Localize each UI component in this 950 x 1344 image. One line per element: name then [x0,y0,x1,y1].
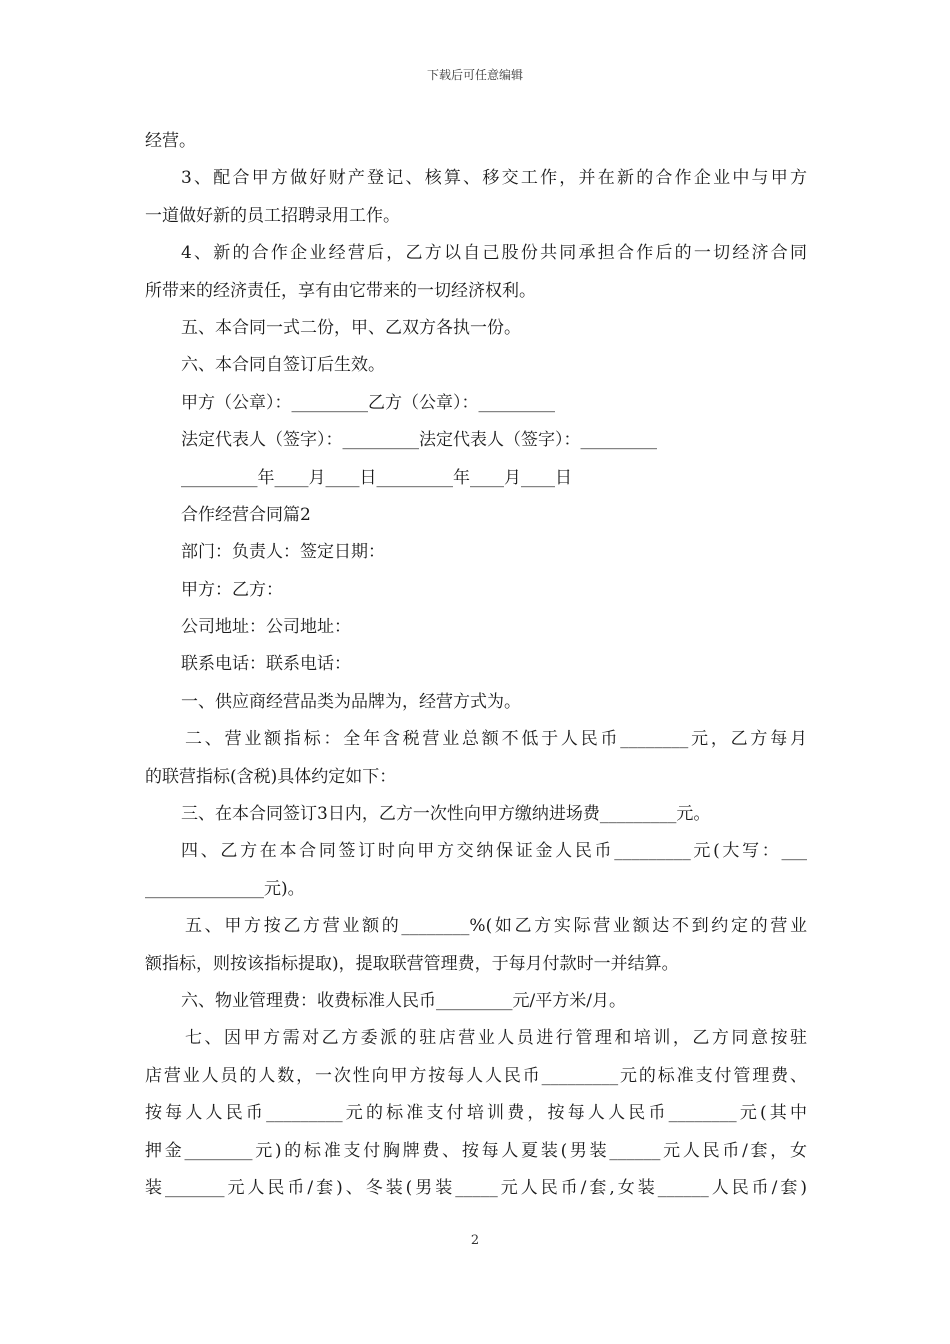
paragraph-line: 六、本合同自签订后生效。 [181,355,385,376]
page-number: 2 [470,1233,480,1248]
paragraph-line: 一道做好新的员工招聘录用工作。 [145,205,400,226]
paragraph-line: 按每人人民币_________元的标准支付培训费，按每人人民币________元(其中 [145,1103,807,1124]
section-title: 合作经营合同篇2 [181,504,311,525]
paragraph-line: 联系电话：联系电话： [181,654,351,675]
paragraph-line: 四、乙方在本合同签订时向甲方交纳保证金人民币_________元(大写：___ [181,841,807,862]
paragraph-line: 的联营指标(含税)具体约定如下： [145,766,397,787]
paragraph-line: 部门：负责人：签定日期： [181,542,385,563]
paragraph-line: 三、在本合同签订3日内，乙方一次性向甲方缴纳进场费_________元。 [181,804,711,825]
paragraph-line: ______________元)。 [145,878,305,899]
paragraph-line: 装_______元人民币/套)、冬装(男装_____元人民币/套,女装______人民币/套) [145,1177,807,1198]
paragraph-line: 4、新的合作企业经营后，乙方以自己股份共同承担合作后的一切经济合同 [181,243,807,264]
signature-line: 甲方（公章）：_________乙方（公章）：_________ [181,392,555,413]
paragraph-line: 一、供应商经营品类为品牌为，经营方式为。 [181,691,521,712]
date-line: _________年____月____日_________年____月____日 [181,467,572,488]
paragraph-line: 五、甲方按乙方营业额的________%(如乙方实际营业额达不到约定的营业 [185,916,807,937]
paragraph-line: 押金________元)的标准支付胸牌费、按每人夏装(男装______元人民币/套，女 [145,1140,807,1161]
paragraph-line: 六、物业管理费：收费标准人民币_________元/平方米/月。 [181,990,626,1011]
paragraph-line: 店营业人员的人数，一次性向甲方按每人人民币_________元的标准支付管理费、 [145,1065,807,1086]
paragraph-line: 甲方：乙方： [181,579,283,600]
document-body [145,123,807,1207]
paragraph-line: 所带来的经济责任，享有由它带来的一切经济权利。 [145,280,536,301]
paragraph-line: 经营。 [145,131,196,151]
paragraph-line: 3、配合甲方做好财产登记、核算、移交工作，并在新的合作企业中与甲方 [181,168,807,189]
page-header-note: 下载后可任意编辑 [426,68,523,82]
signature-line: 法定代表人（签字）：_________法定代表人（签字）：_________ [181,430,657,451]
paragraph-line: 五、本合同一式二份，甲、乙双方各执一份。 [181,317,521,338]
paragraph-line: 七、因甲方需对乙方委派的驻店营业人员进行管理和培训，乙方同意按驻 [185,1028,807,1049]
paragraph-line: 二、营业额指标：全年含税营业总额不低于人民币________元，乙方每月 [185,729,807,750]
paragraph-line: 公司地址：公司地址： [181,617,351,638]
paragraph-line: 额指标，则按该指标提取)，提取联营管理费，于每月付款时一并结算。 [145,953,679,974]
